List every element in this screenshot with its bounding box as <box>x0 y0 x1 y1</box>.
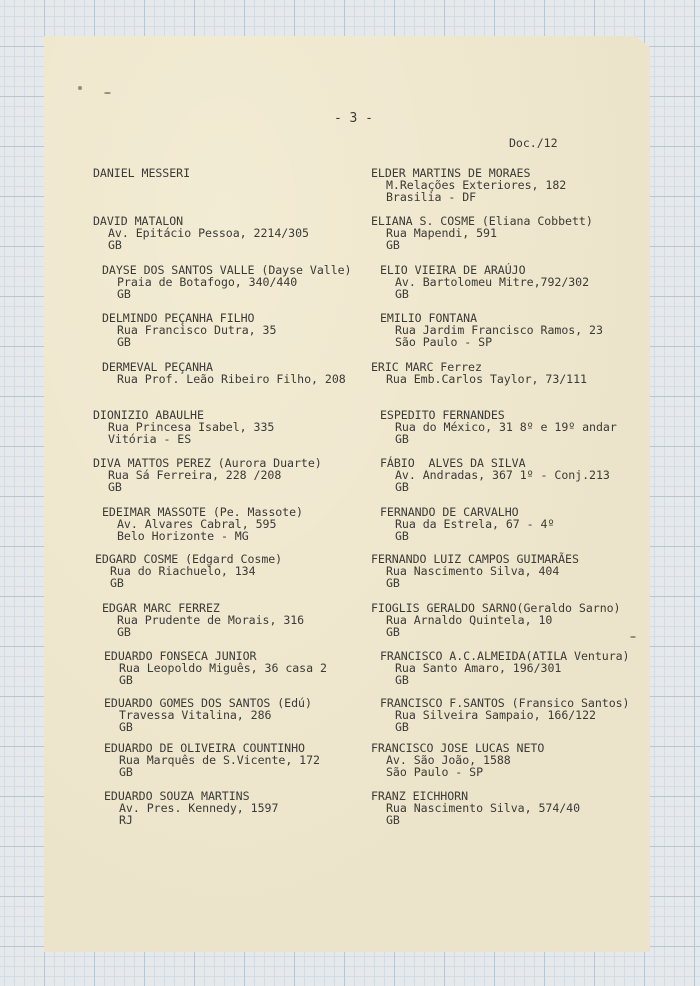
entry-address: Rua Nascimento Silva, 574/40 <box>386 801 581 816</box>
entry-locality: São Paulo - SP <box>395 335 493 350</box>
entry-locality: GB <box>119 765 133 780</box>
entry-locality: GB <box>117 287 131 302</box>
entry-address: Rua Prudente de Morais, 316 <box>117 613 305 628</box>
entry-locality: Brasilia - DF <box>386 190 477 205</box>
entry-name: EMILIO FONTANA <box>380 311 478 325</box>
entry-locality: GB <box>386 576 400 591</box>
entry-address: Rua do Riachuelo, 134 <box>110 564 256 579</box>
entry-locality: Belo Horizonte - MG <box>117 529 249 544</box>
entry-locality: GB <box>395 720 409 735</box>
entry-name: FIOGLIS GERALDO SARNO(Geraldo Sarno) <box>371 601 621 615</box>
entry-name: EDEIMAR MASSOTE (Pe. Massote) <box>102 505 303 519</box>
entry-name: ELIANA S. COSME (Eliana Cobbett) <box>371 214 593 228</box>
entry-name: ELIO VIEIRA DE ARAÚJO <box>380 263 526 277</box>
entry-address: Rua Emb.Carlos Taylor, 73/111 <box>386 372 587 387</box>
entry-address: Rua do México, 31 8º e 19º andar <box>395 420 617 435</box>
entry-address: Praia de Botafogo, 340/440 <box>117 275 298 290</box>
entry-name: ESPEDITO FERNANDES <box>380 408 505 422</box>
entry-name: FRANZ EICHHORN <box>371 789 469 803</box>
entry-locality: GB <box>119 673 133 688</box>
entry-name: DAYSE DOS SANTOS VALLE (Dayse Valle) <box>102 263 352 277</box>
entry-name: FERNANDO DE CARVALHO <box>380 505 519 519</box>
entry-address: M.Relações Exteriores, 182 <box>386 178 567 193</box>
entry-name: ERIC MARC Ferrez <box>371 360 482 374</box>
entry-locality: GB <box>386 625 400 640</box>
entry-locality: São Paulo - SP <box>386 765 484 780</box>
entry-address: Rua Nascimento Silva, 404 <box>386 564 560 579</box>
entry-locality: GB <box>119 720 133 735</box>
entry-address: Av. São João, 1588 <box>386 753 511 768</box>
entry-address: Rua Leopoldo Miguês, 36 casa 2 <box>119 661 327 676</box>
entry-name: EDUARDO SOUZA MARTINS <box>104 789 250 803</box>
document-reference: Doc./12 <box>509 136 558 150</box>
page-number: - 3 - <box>334 111 373 126</box>
entry-locality: GB <box>386 238 400 253</box>
entry-name: DANIEL MESSERI <box>93 166 191 180</box>
entry-locality: GB <box>117 625 131 640</box>
entry-name: DIONIZIO ABAULHE <box>93 408 204 422</box>
entry-locality: GB <box>108 480 122 495</box>
entry-name: DAVID MATALON <box>93 214 184 228</box>
entry-locality: Vitória - ES <box>108 432 192 447</box>
entry-name: EDUARDO FONSECA JUNIOR <box>104 649 257 663</box>
entry-name: EDGAR MARC FERREZ <box>102 601 220 615</box>
entry-name: ELDER MARTINS DE MORAES <box>371 166 531 180</box>
ink-smudge <box>104 92 111 94</box>
ink-smudge <box>78 86 82 90</box>
entry-name: FÁBIO ALVES DA SILVA <box>380 456 526 470</box>
entry-locality: GB <box>395 432 409 447</box>
entry-locality: GB <box>395 287 409 302</box>
ink-smudge <box>630 636 636 638</box>
entry-address: Rua Santo Amaro, 196/301 <box>395 661 562 676</box>
entry-address: Rua Marquês de S.Vicente, 172 <box>119 753 320 768</box>
entry-address: Rua Arnaldo Quintela, 10 <box>386 613 553 628</box>
entry-address: Rua Jardim Francisco Ramos, 23 <box>395 323 603 338</box>
entry-name: FERNANDO LUIZ CAMPOS GUIMARÃES <box>371 552 579 566</box>
entry-locality: GB <box>386 813 400 828</box>
entry-address: Av. Andradas, 367 1º - Conj.213 <box>395 468 610 483</box>
entry-address: Rua Prof. Leão Ribeiro Filho, 208 <box>117 372 346 387</box>
entry-address: Rua Mapendi, 591 <box>386 226 497 241</box>
entry-address: Rua Silveira Sampaio, 166/122 <box>395 708 596 723</box>
entry-address: Travessa Vitalina, 286 <box>119 708 272 723</box>
entry-name: EDUARDO GOMES DOS SANTOS (Edú) <box>104 696 312 710</box>
entry-address: Av. Pres. Kennedy, 1597 <box>119 801 279 816</box>
entry-name: DERMEVAL PEÇANHA <box>102 360 213 374</box>
entry-locality: RJ <box>119 813 133 828</box>
entry-locality: GB <box>395 529 409 544</box>
entry-name: DIVA MATTOS PEREZ (Aurora Duarte) <box>93 456 322 470</box>
entry-address: Av. Alvares Cabral, 595 <box>117 517 277 532</box>
entry-address: Rua Princesa Isabel, 335 <box>108 420 275 435</box>
entry-name: FRANCISCO JOSE LUCAS NETO <box>371 741 545 755</box>
entry-address: Rua Sá Ferreira, 228 /208 <box>108 468 282 483</box>
entry-name: FRANCISCO A.C.ALMEIDA(ATILA Ventura) <box>380 649 630 663</box>
entry-name: DELMINDO PEÇANHA FILHO <box>102 311 255 325</box>
entry-name: FRANCISCO F.SANTOS (Fransico Santos) <box>380 696 630 710</box>
entry-name: EDGARD COSME (Edgard Cosme) <box>95 552 283 566</box>
entry-address: Rua da Estrela, 67 - 4º <box>395 517 555 532</box>
entry-locality: GB <box>395 673 409 688</box>
entry-name: EDUARDO DE OLIVEIRA COUNTINHO <box>104 741 305 755</box>
entry-locality: GB <box>395 480 409 495</box>
entry-address: Av. Bartolomeu Mitre,792/302 <box>395 275 590 290</box>
entry-locality: GB <box>117 335 131 350</box>
entry-address: Av. Epitácio Pessoa, 2214/305 <box>108 226 309 241</box>
entry-locality: GB <box>110 576 124 591</box>
entry-address: Rua Francisco Dutra, 35 <box>117 323 277 338</box>
entry-locality: GB <box>108 238 122 253</box>
